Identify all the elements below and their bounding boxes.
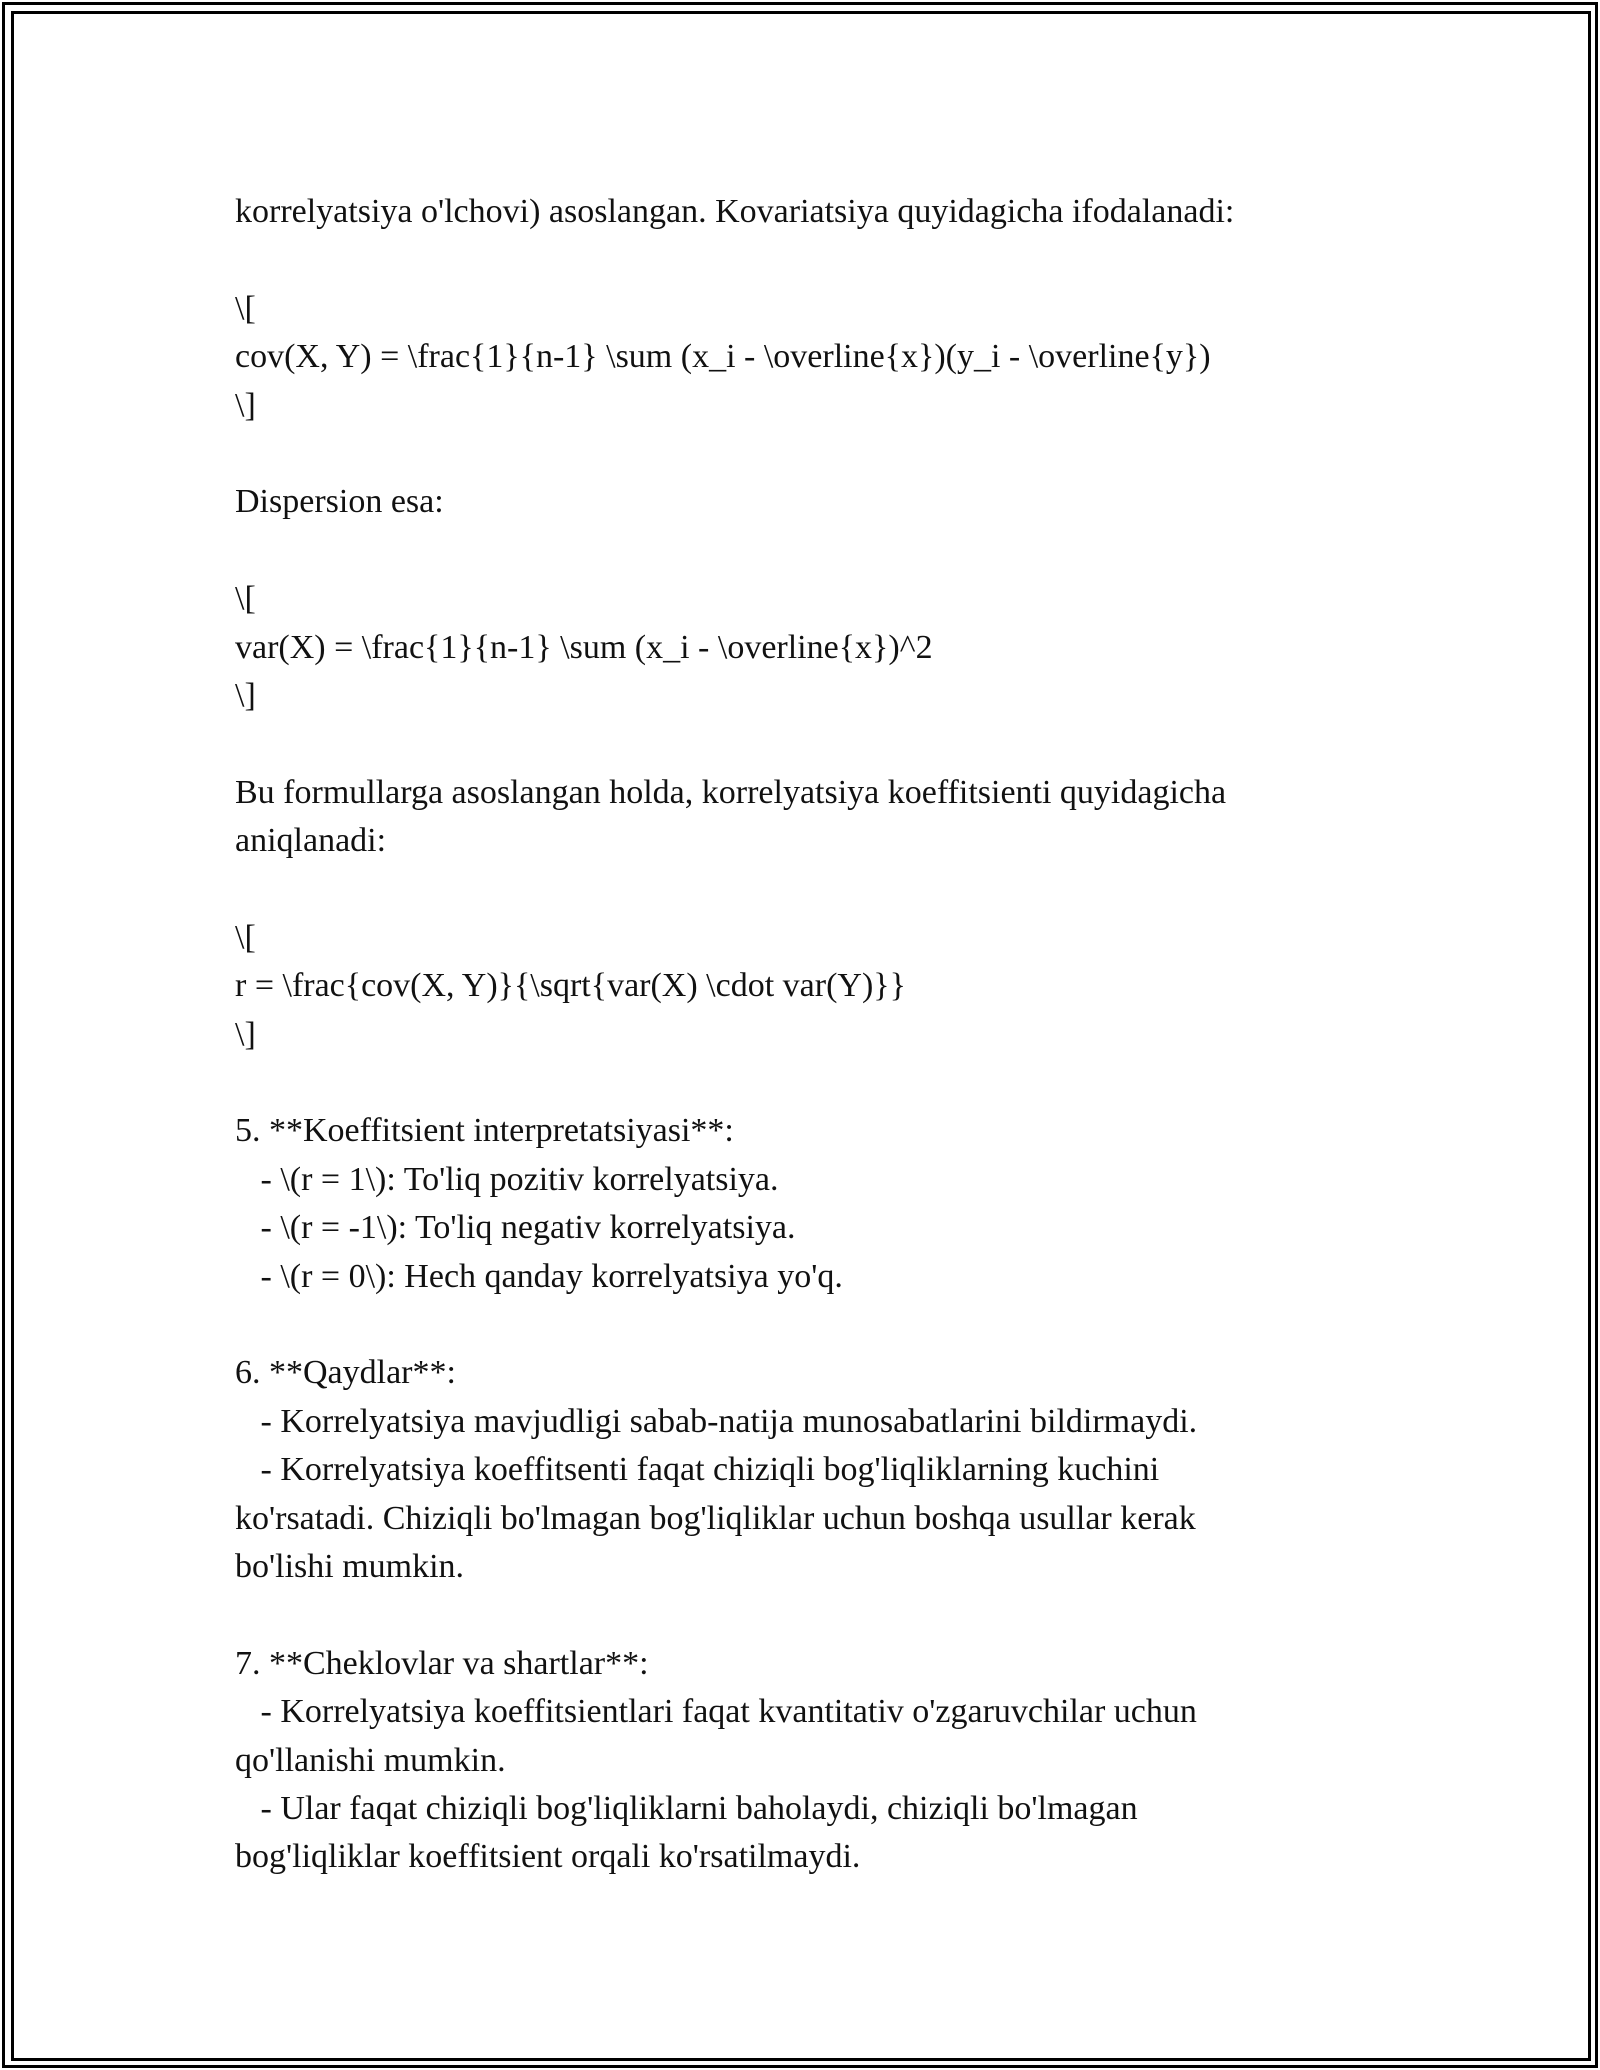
text-line: aniqlanadi:	[235, 822, 387, 860]
list-item-continuation: bog'liqliklar koeffitsient orqali ko'rsatilmaydi.	[235, 1838, 861, 1876]
list-item: - \(r = 0\): Hech qanday korrelyatsiya yo'q.	[235, 1257, 843, 1295]
variance-formula: var(X) = \frac{1}{n-1} \sum (x_i - \overline{x})^2	[235, 628, 933, 666]
text-line: korrelyatsiya o'lchovi) asoslangan. Kovariatsiya quyidagicha ifodalanadi:	[235, 193, 1235, 230]
blank-line	[235, 865, 1385, 913]
list-item: - \(r = 1\): To'liq pozitiv korrelyatsiya.	[235, 1160, 779, 1198]
blank-line	[235, 1059, 1385, 1107]
list-item-continuation: bo'lishi mumkin.	[235, 1547, 465, 1585]
blank-line	[235, 527, 1385, 575]
text-line: Dispersion esa:	[235, 483, 444, 521]
text-line: Bu formullarga asoslangan holda, korrelyatsiya koeffitsienti quyidagicha	[235, 773, 1227, 811]
correlation-formula: r = \frac{cov(X, Y)}{\sqrt{var(X) \cdot var(Y)}}	[235, 967, 906, 1005]
list-item-continuation: qo'llanishi mumkin.	[235, 1741, 506, 1779]
document-body	[235, 188, 1385, 1882]
section-heading: 5. **Koeffitsient interpretatsiyasi**:	[235, 1112, 734, 1150]
formula-close: \]	[235, 676, 256, 714]
list-item: - Korrelyatsiya koeffitsenti faqat chiziqli bog'liqliklarning kuchini	[235, 1451, 1160, 1489]
list-item-continuation: ko'rsatadi. Chiziqli bo'lmagan bog'liqliklar uchun boshqa usullar kerak	[235, 1499, 1196, 1537]
section-heading: 6. **Qaydlar**:	[235, 1354, 456, 1392]
blank-line	[235, 1591, 1385, 1639]
formula-open: \[	[235, 918, 256, 956]
list-item: - Korrelyatsiya koeffitsientlari faqat kvantitativ o'zgaruvchilar uchun	[235, 1693, 1197, 1731]
blank-line	[235, 720, 1385, 768]
list-item: - \(r = -1\): To'liq negativ korrelyatsiya.	[235, 1209, 796, 1247]
formula-close: \]	[235, 386, 256, 424]
formula-open: \[	[235, 289, 256, 327]
blank-line	[235, 430, 1385, 478]
blank-line	[235, 236, 1385, 284]
section-heading: 7. **Cheklovlar va shartlar**:	[235, 1644, 649, 1682]
list-item: - Ular faqat chiziqli bog'liqliklarni baholaydi, chiziqli bo'lmagan	[235, 1789, 1138, 1827]
formula-open: \[	[235, 580, 256, 618]
list-item: - Korrelyatsiya mavjudligi sabab-natija munosabatlarini bildirmaydi.	[235, 1402, 1198, 1440]
formula-close: \]	[235, 1015, 256, 1053]
covariance-formula: cov(X, Y) = \frac{1}{n-1} \sum (x_i - \overline{x})(y_i - \overline{y})	[235, 338, 1211, 376]
blank-line	[235, 1301, 1385, 1349]
